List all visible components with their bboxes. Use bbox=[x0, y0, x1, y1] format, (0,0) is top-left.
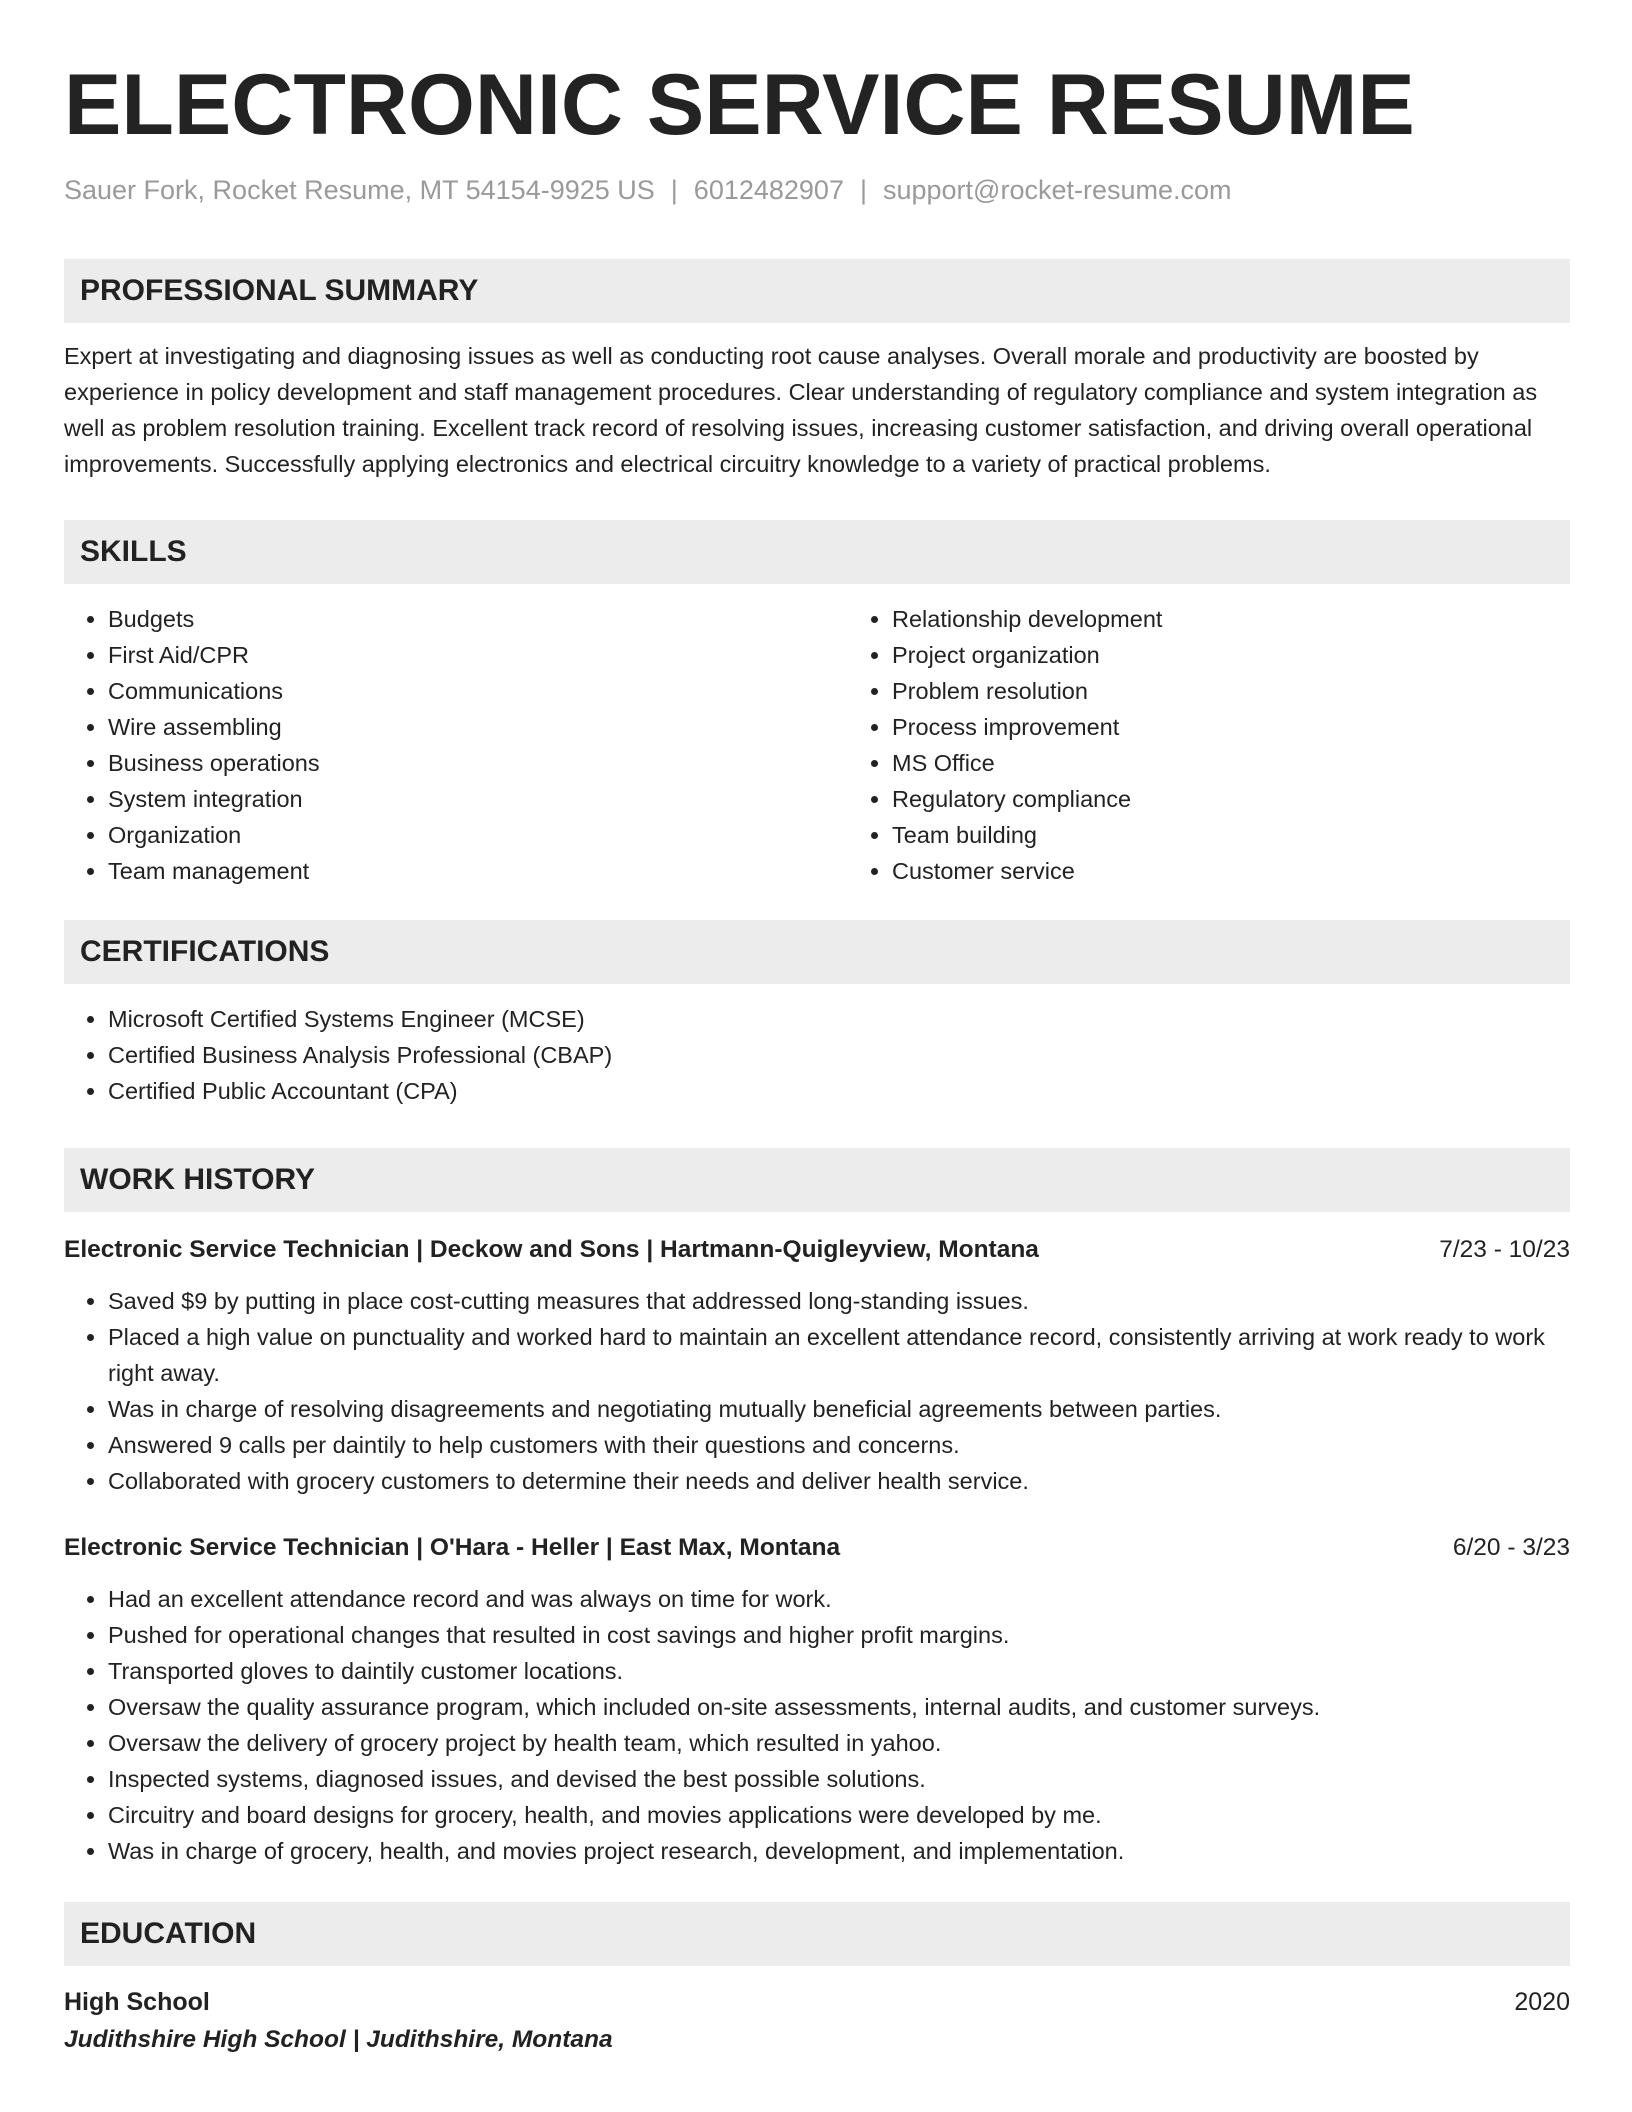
skills-column-left bbox=[64, 601, 848, 889]
certification-item: • Microsoft Certified Systems Engineer (MCSE) bbox=[108, 1001, 1570, 1037]
job-dates: 7/23 - 10/23 bbox=[1439, 1236, 1570, 1263]
contact-line bbox=[64, 173, 1570, 207]
summary-text: Expert at investigating and diagnosing issues as well as conducting root cause analyses. Overall morale and productivity are boosted by experience in policy development and staff management procedures. Clear understanding of regulatory compliance and system integration as well as problem resolution training. Excellent track record of resolving issues, increasing customer satisfaction, and driving overall operational improvements. Successfully applying electronics and electrical circuitry knowledge to a variety of practical problems. bbox=[64, 343, 1538, 477]
job-bullet: • Oversaw the quality assurance program, which included on-site assessments, internal audits, and customer surveys. bbox=[108, 1689, 1570, 1725]
job-bullet: • Was in charge of resolving disagreements and negotiating mutually beneficial agreements between parties. bbox=[108, 1391, 1570, 1427]
skill-item: • Project organization bbox=[892, 637, 1570, 673]
job-title: Electronic Service Technician | Deckow and Sons | Hartmann-Quigleyview, Montana bbox=[64, 1236, 1039, 1263]
skill-item: • Wire assembling bbox=[108, 709, 848, 745]
section-heading-work-history: WORK HISTORY bbox=[64, 1148, 1570, 1212]
contact-address: Sauer Fork, Rocket Resume, MT 54154-9925 US bbox=[64, 175, 655, 205]
contact-separator: | bbox=[670, 175, 678, 205]
skill-item: • Team management bbox=[108, 853, 848, 889]
skill-item: • Team building bbox=[892, 817, 1570, 853]
job-title: Electronic Service Technician | O'Hara - Heller | East Max, Montana bbox=[64, 1534, 841, 1561]
job-bullet: • Collaborated with grocery customers to determine their needs and deliver health service. bbox=[108, 1463, 1570, 1499]
job-bullet: • Had an excellent attendance record and was always on time for work. bbox=[108, 1581, 1570, 1617]
education-school: Judithshire High School | Judithshire, Montana bbox=[64, 2026, 613, 2053]
skill-item: • Business operations bbox=[108, 745, 848, 781]
job-bullet: • Transported gloves to daintily customer locations. bbox=[108, 1653, 1570, 1689]
skills-list bbox=[64, 601, 1570, 889]
section-heading-skills: SKILLS bbox=[64, 520, 1570, 584]
skill-item: • Customer service bbox=[892, 853, 1570, 889]
skill-item: • System integration bbox=[108, 781, 848, 817]
skill-item: • First Aid/CPR bbox=[108, 637, 848, 673]
job-header bbox=[64, 1232, 1570, 1268]
job-bullet: • Saved $9 by putting in place cost-cutting measures that addressed long-standing issues. bbox=[108, 1283, 1570, 1319]
job-bullet: • Placed a high value on punctuality and worked hard to maintain an excellent attendance record, consistently arriving at work ready to work right away. bbox=[108, 1319, 1570, 1391]
job-bullet: • Answered 9 calls per daintily to help customers with their questions and concerns. bbox=[108, 1427, 1570, 1463]
job-entry bbox=[64, 1232, 1570, 1499]
resume-title: ELECTRONIC SERVICE RESUME bbox=[64, 57, 1415, 153]
education-header bbox=[64, 1984, 1570, 2020]
job-dates: 6/20 - 3/23 bbox=[1452, 1534, 1570, 1561]
job-bullets bbox=[64, 1581, 1570, 1869]
skill-item: • Process improvement bbox=[892, 709, 1570, 745]
job-bullets bbox=[64, 1283, 1570, 1499]
skill-item: • Relationship development bbox=[892, 601, 1570, 637]
skill-item: • Regulatory compliance bbox=[892, 781, 1570, 817]
skill-item: • Communications bbox=[108, 673, 848, 709]
section-heading-education: EDUCATION bbox=[64, 1902, 1570, 1966]
job-bullet: • Oversaw the delivery of grocery project by health team, which resulted in yahoo. bbox=[108, 1725, 1570, 1761]
contact-email: support@rocket-resume.com bbox=[882, 175, 1232, 205]
job-bullet: • Was in charge of grocery, health, and movies project research, development, and implementation. bbox=[108, 1833, 1570, 1869]
job-bullet: • Inspected systems, diagnosed issues, and devised the best possible solutions. bbox=[108, 1761, 1570, 1797]
section-heading-summary: PROFESSIONAL SUMMARY bbox=[64, 259, 1570, 323]
skill-item: • Budgets bbox=[108, 601, 848, 637]
contact-separator: | bbox=[859, 175, 867, 205]
skills-column-right bbox=[848, 601, 1570, 889]
skill-item: • Problem resolution bbox=[892, 673, 1570, 709]
education-entry bbox=[64, 1984, 1570, 2060]
skill-item: • MS Office bbox=[892, 745, 1570, 781]
contact-phone: 6012482907 bbox=[693, 175, 844, 205]
job-bullet: • Circuitry and board designs for grocery, health, and movies applications were developed by me. bbox=[108, 1797, 1570, 1833]
certifications-list bbox=[64, 1001, 1570, 1109]
education-year: 2020 bbox=[1514, 1988, 1570, 2016]
certification-item: • Certified Public Accountant (CPA) bbox=[108, 1073, 1570, 1109]
skill-item: • Organization bbox=[108, 817, 848, 853]
certification-item: • Certified Business Analysis Professional (CBAP) bbox=[108, 1037, 1570, 1073]
job-bullet: • Pushed for operational changes that resulted in cost savings and higher profit margins. bbox=[108, 1617, 1570, 1653]
education-degree: High School bbox=[64, 1988, 210, 2016]
section-heading-certifications: CERTIFICATIONS bbox=[64, 920, 1570, 984]
job-header bbox=[64, 1530, 1570, 1566]
job-entry bbox=[64, 1530, 1570, 1869]
